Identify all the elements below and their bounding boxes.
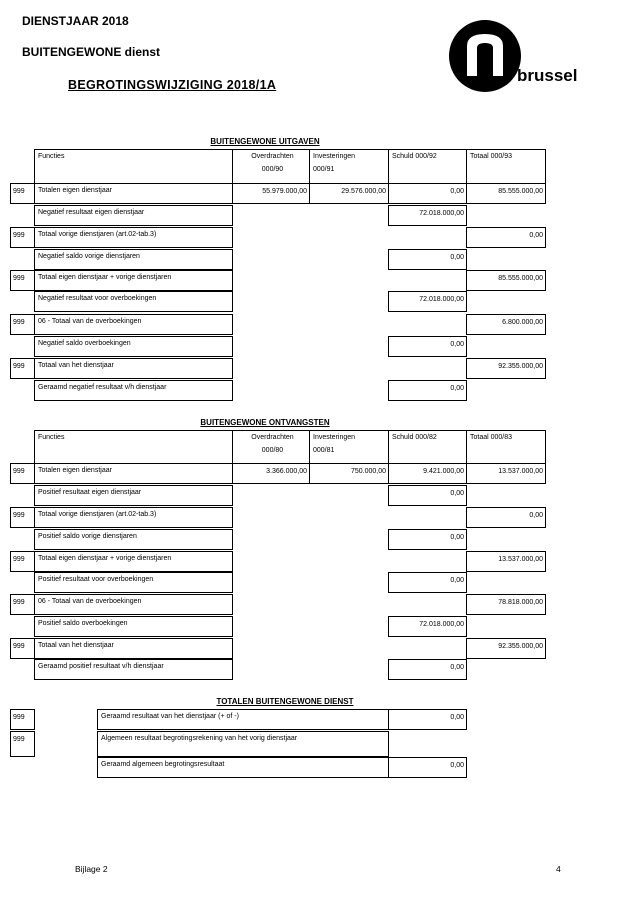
header-overdrachten [232,430,310,465]
header-functies: Functies [34,430,233,465]
row-code: 999 [10,731,35,757]
row-investeringen: 29.576.000,00 [309,183,389,204]
row-label: Positief resultaat voor overboekingen [34,572,233,593]
row-label: Totaal vorige dienstjaren (art.02-tab.3) [34,227,233,248]
row-value: 0,00 [388,529,467,550]
header-totaal: Totaal 000/83 [466,430,546,465]
row-label: Geraamd positief resultaat v/h dienstjaar [34,659,233,680]
row-code: 999 [10,463,35,484]
header-investeringen-label: Investeringen [313,434,356,441]
row-label: Positief saldo vorige dienstjaren [34,529,233,550]
row-value: 0,00 [466,507,546,528]
row-value: 0,00 [388,709,467,730]
row-label: Geraamd negatief resultaat v/h dienstjaar [34,380,233,401]
row-label: Algemeen resultaat begrotingsrekening van het vorig dienstjaar [97,731,389,757]
row-overdrachten: 3.366.000,00 [232,463,310,484]
row-label: Totaal van het dienstjaar [34,358,233,379]
footer-page-number: 4 [556,864,561,874]
header-investeringen-code: 000/91 [313,166,335,173]
header-investeringen [309,430,389,465]
section-title-ontvangsten: BUITENGEWONE ONTVANGSTEN [200,418,330,427]
row-label: Geraamd algemeen begrotingsresultaat [97,757,389,778]
row-code: 999 [10,551,35,572]
row-code: 999 [10,709,35,730]
row-value: 0,00 [388,336,467,357]
row-value: 92.355.000,00 [466,638,546,659]
row-value: 78.818.000,00 [466,594,546,615]
row-label: 06 - Totaal van de overboekingen [34,314,233,335]
row-label: Positief resultaat eigen dienstjaar [34,485,233,506]
row-label: Totaal eigen dienstjaar + vorige dienstjaren [34,551,233,572]
header-totaal: Totaal 000/93 [466,149,546,184]
row-label: Negatief resultaat eigen dienstjaar [34,205,233,226]
row-value: 0,00 [466,227,546,248]
row-label: Totalen eigen dienstjaar [34,463,233,484]
page-title: BEGROTINGSWIJZIGING 2018/1A [68,78,277,92]
header-schuld: Schuld 000/92 [388,149,467,184]
row-value: 0,00 [388,572,467,593]
row-overdrachten: 55.979.000,00 [232,183,310,204]
footer-bijlage: Bijlage 2 [75,864,108,874]
dienstjaar-label: DIENSTJAAR 2018 [22,14,129,28]
row-value: 0,00 [388,757,467,778]
brussel-logo-text: brussel [517,66,578,85]
row-code: 999 [10,507,35,528]
row-value: 0,00 [388,380,467,401]
row-value: 72.018.000,00 [388,616,467,637]
row-label: Negatief saldo vorige dienstjaren [34,249,233,270]
header-overdrachten-code: 000/90 [261,166,284,173]
row-investeringen: 750.000,00 [309,463,389,484]
row-label: Negatief resultaat voor overboekingen [34,291,233,312]
header-investeringen-code: 000/81 [313,447,335,454]
row-label: Totaal vorige dienstjaren (art.02-tab.3) [34,507,233,528]
row-label: Totaal van het dienstjaar [34,638,233,659]
header-functies: Functies [34,149,233,184]
row-value: 6.800.000,00 [466,314,546,335]
row-code: 999 [10,270,35,291]
row-totaal: 13.537.000,00 [466,463,546,484]
row-label: Totaal eigen dienstjaar + vorige dienstjaren [34,270,233,291]
row-value: 92.355.000,00 [466,358,546,379]
row-value: 0,00 [388,485,467,506]
row-code: 999 [10,358,35,379]
row-label: Geraamd resultaat van het dienstjaar (+ of -) [97,709,389,730]
header-investeringen-label: Investeringen [313,153,356,160]
row-code: 999 [10,314,35,335]
row-schuld: 9.421.000,00 [388,463,467,484]
dienst-label: BUITENGEWONE dienst [22,45,161,59]
brussel-logo [447,18,597,94]
section-title-uitgaven: BUITENGEWONE UITGAVEN [210,137,320,146]
row-value: 72.018.000,00 [388,205,467,226]
row-value: 72.018.000,00 [388,291,467,312]
row-value: 13.537.000,00 [466,551,546,572]
header-overdrachten-code: 000/80 [261,447,284,454]
row-value: 85.555.000,00 [466,270,546,291]
row-value: 0,00 [388,659,467,680]
row-totaal: 85.555.000,00 [466,183,546,204]
row-label: Negatief saldo overboekingen [34,336,233,357]
header-investeringen [309,149,389,184]
row-code: 999 [10,227,35,248]
header-overdrachten [232,149,310,184]
row-label: 06 - Totaal van de overboekingen [34,594,233,615]
row-label: Positief saldo overboekingen [34,616,233,637]
row-code: 999 [10,594,35,615]
row-schuld: 0,00 [388,183,467,204]
row-label: Totalen eigen dienstjaar [34,183,233,204]
header-schuld: Schuld 000/82 [388,430,467,465]
row-code: 999 [10,183,35,204]
header-overdrachten-label: Overdrachten [251,434,294,441]
section-title-totalen: TOTALEN BUITENGEWONE DIENST [216,697,354,706]
header-overdrachten-label: Overdrachten [251,153,294,160]
row-value: 0,00 [388,249,467,270]
row-code: 999 [10,638,35,659]
